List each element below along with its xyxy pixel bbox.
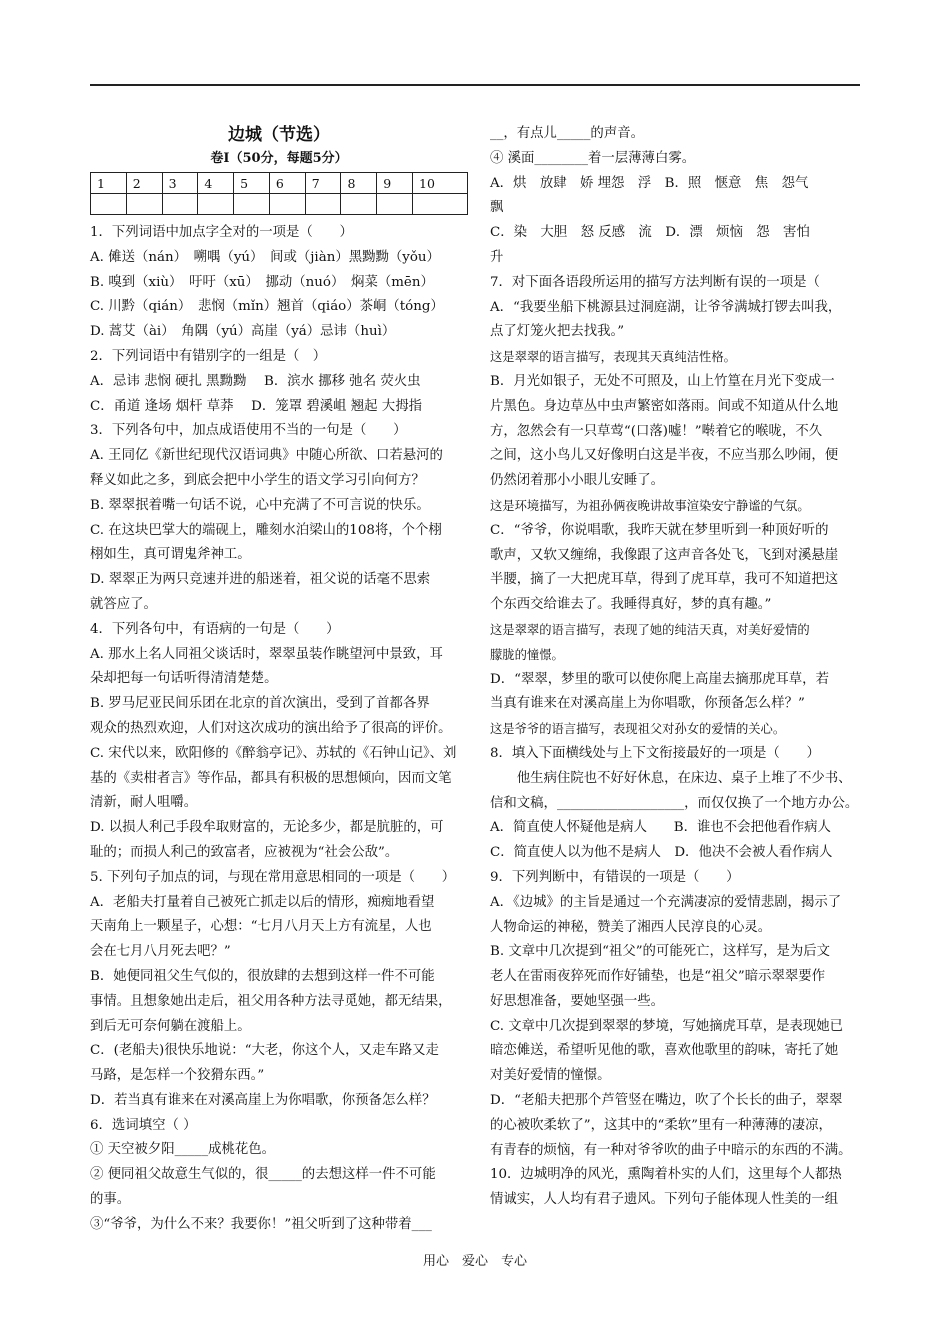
text-line: 对美好爱情的憧憬。 <box>490 1068 611 1084</box>
page-title: 边城（节选） <box>228 125 330 145</box>
text-line: 6．选词填空（ ） <box>90 1117 197 1133</box>
text-line: D．“翠翠，梦里的歌可以使你爬上高崖去摘那虎耳草，若 <box>490 671 829 687</box>
text-line: 歌声，又软又缠绵，我像跟了这声音各处飞，飞到对溪悬崖 <box>490 547 839 563</box>
text-line: 人物命运的神秘，赞美了湘西人民淳良的心灵。 <box>490 919 772 935</box>
text-line: 暗恋傩送，希望听见他的歌，喜欢他歌里的韵味，寄托了她 <box>490 1043 839 1059</box>
text-line: B. 嗅到（xiù） 吁吁（xū） 挪动（nuó） 焖菜（mēn） <box>90 274 434 290</box>
answer-cell[interactable] <box>305 194 341 215</box>
text-line: D. 蒿艾（ài） 角隅（yú）高崖（yá）忌讳（huì） <box>90 324 396 340</box>
text-line: 马路，是怎样一个狡猾东西。” <box>90 1068 265 1084</box>
answer-cell[interactable] <box>413 194 468 215</box>
text-line: 3．下列各句中，加点成语使用不当的一句是（ ） <box>90 423 407 439</box>
answer-table-number: 8 <box>341 173 377 194</box>
text-line: D．若当真有谁来在对溪高崖上为你唱歌，你预备怎么样？ <box>90 1092 436 1108</box>
text-line: 个东西交给谁去了。我睡得真好，梦的真有趣。” <box>490 597 772 613</box>
text-line: 飘 <box>490 200 504 216</box>
answer-table-number: 9 <box>377 173 413 194</box>
answer-cell[interactable] <box>341 194 377 215</box>
text-line: 事情。且想象她出走后，祖父用各种方法寻觅她，都无结果， <box>90 993 452 1009</box>
text-line: 9．下列判断中，有错误的一项是（ ） <box>490 869 740 885</box>
text-line: 升 <box>490 249 504 265</box>
analysis-note: 朦胧的憧憬。 <box>490 647 564 662</box>
text-line: 8．填入下面横线处与上下文衔接最好的一项是（ ） <box>490 745 820 761</box>
text-line: 观众的热烈欢迎，人们对这次成功的演出给予了很高的评价。 <box>90 720 452 736</box>
text-line: A．简直使人怀疑他是病人 B．谁也不会把他看作病人 <box>490 820 831 836</box>
section-subtitle: 卷Ⅰ（50分，每题5分） <box>210 151 348 166</box>
text-line: 就答应了。 <box>90 596 157 612</box>
answer-table-number: 7 <box>305 173 341 194</box>
answer-cell[interactable] <box>126 194 162 215</box>
text-line: 的心被吹柔软了”，这其中的“柔软”里有一种薄薄的凄凉， <box>490 1117 832 1133</box>
answer-cell[interactable] <box>269 194 305 215</box>
answer-table-number: 5 <box>234 173 270 194</box>
text-line: B. 文章中几次提到“祖父”的可能死亡，这样写，是为后文 <box>490 944 831 960</box>
analysis-note: 这是翠翠的语言描写，表现了她的纯洁天真，对美好爱情的 <box>490 622 810 637</box>
text-line: 之间，这小鸟儿又好像明白这是半夜，不应当那么吵闹，便 <box>490 448 839 464</box>
text-line: 情诚实，人人均有君子遗风。下列句子能体现人性美的一组 <box>490 1192 839 1208</box>
right-column <box>490 122 865 1213</box>
text-line: 好思想准备，要她坚强一些。 <box>490 993 665 1009</box>
text-line: ③“爷爷，为什么不来？我要你！”祖父听到了这种带着___ <box>90 1216 432 1232</box>
text-line: 5. 下列句子加点的词，与现在常用意思相同的一项是（ ） <box>90 869 456 885</box>
answer-table-number: 10 <box>413 173 468 194</box>
text-line: 朵却把每一句话听得清清楚楚。 <box>90 671 278 687</box>
text-line: C. 宋代以来，欧阳修的《醉翁亭记》、苏轼的《石钟山记》、刘 <box>90 745 457 761</box>
answer-table-blank-row <box>91 194 468 215</box>
text-line: D. 翠翠正为两只竞速并进的船迷着，祖父说的话毫不思索 <box>90 572 431 588</box>
right-question-text <box>490 122 865 1213</box>
text-line: A．《边城》的主旨是通过一个充满凄凉的爱情悲剧，揭示了 <box>490 894 842 910</box>
text-line: 到后无可奈何躺在渡船上。 <box>90 1018 251 1034</box>
text-line: C．染 大胆 怒 反感 流 D．漂 烦恼 怨 害怕 <box>490 225 810 241</box>
text-line: 天南角上一颗星子，心想：“七月八月天上方有流星，人也 <box>90 919 432 935</box>
text-line: __，有点儿_____的声音。 <box>490 126 644 141</box>
text-line: 点了灯笼火把去找我。” <box>490 324 625 340</box>
answer-cell[interactable] <box>377 194 413 215</box>
text-line: 当真有谁来在对溪高崖上为你唱歌，你预备怎么样？” <box>490 696 805 712</box>
text-line: 有青春的烦恼，有一种对爷爷吹的曲子中暗示的东西的不满。 <box>490 1142 852 1158</box>
analysis-note: 这是环境描写，为祖孙俩夜晚讲故事渲染安宁静谧的气氛。 <box>490 498 810 513</box>
answer-table-number: 2 <box>126 173 162 194</box>
text-line: A. 那水上名人同祖父谈话时，翠翠虽装作眺望河中景致，耳 <box>90 646 443 662</box>
text-line: B. 罗马尼亚民间乐团在北京的首次演出，受到了首都各界 <box>90 696 430 712</box>
text-line: 7．对下面各语段所运用的描写方法判断有误的一项是（ <box>490 274 820 290</box>
text-line: ④ 溪面________着一层薄薄白雾。 <box>490 150 696 166</box>
answer-table-number: 4 <box>198 173 234 194</box>
analysis-note: 这是翠翠的语言描写，表现其天真纯洁性格。 <box>490 350 736 365</box>
text-line: B．她便同祖父生气似的，很放肆的去想到这样一件不可能 <box>90 968 435 984</box>
text-line: 的事。 <box>90 1192 131 1208</box>
text-line: ① 天空被夕阳_____成桃花色。 <box>90 1142 276 1158</box>
text-line: 栩如生，真可谓鬼斧神工。 <box>90 547 251 563</box>
text-line: 方，忽然会有一只草莺“(口落)嘘！”啭着它的喉咙，不久 <box>490 423 823 439</box>
text-line: B．月光如银子，无处不可照及，山上竹篁在月光下变成一 <box>490 373 835 389</box>
text-line: 仍然闭着那小小眼儿安睡了。 <box>490 473 665 489</box>
text-line: B. 翠翠抿着嘴一句话不说，心中充满了不可言说的快乐。 <box>90 497 430 513</box>
header-rule <box>90 84 860 86</box>
text-line: 基的《卖柑者言》等作品，都具有积极的思想倾向，因而文笔 <box>90 770 452 786</box>
text-line: 10．边城明净的风光，熏陶着朴实的人们，这里每个人都热 <box>490 1167 842 1183</box>
analysis-note: 这是爷爷的语言描写，表现祖父对孙女的爱情的关心。 <box>490 722 786 737</box>
text-line: 老人在雷雨夜猝死而作好铺垫，也是“祖父”暗示翠翠要作 <box>490 969 826 985</box>
text-line: 4．下列各句中，有语病的一句是（ ） <box>90 621 340 637</box>
text-line: D. 以损人利己手段牟取财富的，无论多少，都是肮脏的，可 <box>90 820 444 836</box>
answer-table-number-row <box>91 173 468 194</box>
text-line: ② 便同祖父故意生气似的，很_____的去想这样一件不可能 <box>90 1167 436 1183</box>
text-line: C. 川黔（qián） 悲悯（mǐn）翘首（qiáo）茶峒（tóng） <box>90 299 444 315</box>
text-line: C. 文章中几次提到翠翠的梦境，写她摘虎耳草，是表现她已 <box>490 1018 844 1034</box>
answer-table-number: 3 <box>162 173 198 194</box>
text-line: C. 在这块巴掌大的端砚上，雕刻水泊梁山的108将，个个栩 <box>90 522 442 538</box>
text-line: 会在七月八月死去吧？” <box>90 944 231 960</box>
text-line: A. 王同亿《新世纪现代汉语词典》中随心所欲、口若悬河的 <box>90 448 443 464</box>
answer-cell[interactable] <box>91 194 127 215</box>
text-line: A．忌讳 悲悯 硬扎 黑黝黝 B．滨水 挪移 弛名 荧火虫 <box>90 373 421 389</box>
text-line: 他生病住院也不好好休息，在床边、桌子上堆了不少书、 <box>516 770 852 786</box>
text-line: D．“老船夫把那个芦管竖在嘴边，吹了个长长的曲子，翠翠 <box>490 1093 843 1109</box>
text-line: C．简直使人以为他不是病人 D．他决不会被人看作病人 <box>490 845 833 861</box>
text-line: A．老船夫打量着自己被死亡抓走以后的情形，痴痴地看望 <box>90 894 435 910</box>
text-line: 信和文稿，___________________，而仅仅换了一个地方办公。 <box>490 795 859 811</box>
text-line: A. 傩送（nán） 嗍喁（yú） 间或（jiàn）黑黝黝（yǒu） <box>90 249 440 265</box>
left-column <box>90 122 468 1238</box>
text-line: C．(老船夫)很快乐地说：“大老，你这个人，又走车路又走 <box>90 1043 439 1059</box>
text-line: A．烘 放肆 娇 埋怨 浮 B．照 惬意 焦 怨气 <box>490 175 809 191</box>
text-line: 2．下列词语中有错别字的一组是（ ） <box>90 348 327 364</box>
text-line: 片黑色。身边草丛中虫声繁密如落雨。间或不知道从什么地 <box>490 398 839 414</box>
text-line: 1．下列词语中加点字全对的一项是（ ） <box>90 225 353 240</box>
text-line: 清新，耐人咀嚼。 <box>90 795 198 811</box>
answer-table-number: 6 <box>269 173 305 194</box>
text-line: 耻的；而损人利己的致富者，应被视为“社会公敌”。 <box>90 844 399 860</box>
text-line: C．甬道 逢场 烟杆 草莽 D．笼罩 碧溪岨 翘起 大拇指 <box>90 398 422 414</box>
answer-cell[interactable] <box>162 194 198 215</box>
text-line: 释义如此之多，到底会把中小学生的语文学习引向何方？ <box>90 472 425 488</box>
answer-cell[interactable] <box>234 194 270 215</box>
text-line: A．“我要坐船下桃源县过洞庭湖，让爷爷满城打锣去叫我， <box>490 299 842 315</box>
answer-table <box>90 172 468 215</box>
left-question-text <box>90 221 468 1238</box>
text-line: C．“爷爷，你说唱歌，我昨天就在梦里听到一种顶好听的 <box>490 522 829 538</box>
answer-table-number: 1 <box>91 173 127 194</box>
text-line: 半腰，摘了一大把虎耳草，得到了虎耳草，我可不知道把这 <box>490 572 839 588</box>
page-footer: 用心 爱心 专心 <box>422 1254 527 1269</box>
answer-cell[interactable] <box>198 194 234 215</box>
